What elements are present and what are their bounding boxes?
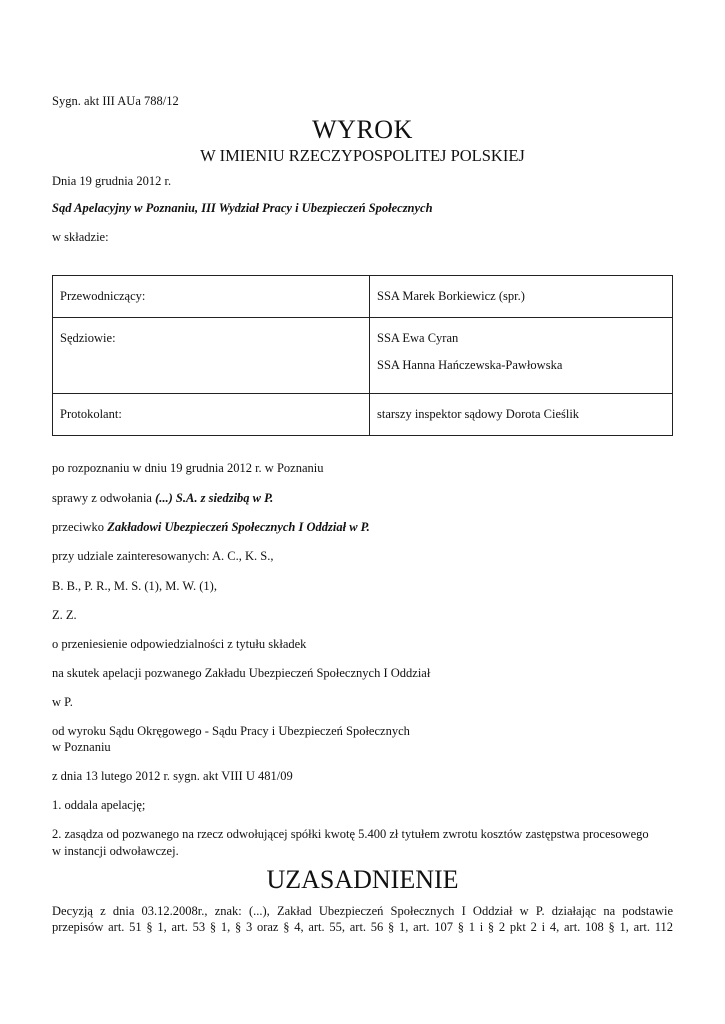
against-line xyxy=(52,520,370,535)
ruling-point-2-cont: w instancji odwoławczej. xyxy=(52,844,179,858)
lower-court-date: z dnia 13 lutego 2012 r. sygn. akt VIII U 481/09 xyxy=(52,769,293,783)
appeal-line-1: na skutek apelacji pozwanego Zakładu Ubezpieczeń Społecznych I Oddział xyxy=(52,666,431,680)
ruling-point-2: 2. zasądza od pozwanego na rzecz odwołującej spółki kwotę 5.400 zł tytułem zwrotu kosztów zastępstwa procesowego xyxy=(52,827,649,841)
panel-role: Sędziowie: xyxy=(53,318,370,394)
lower-court-line-2: w Poznaniu xyxy=(52,740,111,754)
participants-line-2: B. B., P. R., M. S. (1), M. W. (1), xyxy=(52,579,217,593)
case-line xyxy=(52,491,273,506)
panel-role: Protokolant: xyxy=(53,394,370,436)
respondent-name: Zakładowi Ubezpieczeń Społecznych I Oddział w P. xyxy=(107,520,370,534)
panel-member-name: SSA Hanna Hańczewska-Pawłowska xyxy=(377,358,563,372)
composition-label: w składzie: xyxy=(52,230,109,244)
panel-role: Przewodniczący: xyxy=(53,276,370,318)
appeal-line-2: w P. xyxy=(52,695,73,709)
document-title: WYROK xyxy=(312,115,413,144)
panel-member-name: SSA Ewa Cyran xyxy=(377,331,459,345)
table-row xyxy=(53,318,673,394)
appellant-name: (...) S.A. z siedzibą w P. xyxy=(155,491,274,505)
justification-title: UZASADNIENIE xyxy=(266,865,459,894)
panel-member-name: starszy inspektor sądowy Dorota Cieślik xyxy=(377,407,580,421)
table-row xyxy=(53,276,673,318)
case-signature: Sygn. akt III AUa 788/12 xyxy=(52,94,179,108)
hearing-line: po rozpoznaniu w dniu 19 grudnia 2012 r. w Poznaniu xyxy=(52,461,324,475)
court-name: Sąd Apelacyjny w Poznaniu, III Wydział Pracy i Ubezpieczeń Społecznych xyxy=(52,201,433,215)
justification-line-1: Decyzją z dnia 03.12.2008r., znak: (...), Zakład Ubezpieczeń Społecznych I Oddział w P. działając na podstawie xyxy=(52,904,673,918)
table-row xyxy=(53,394,673,436)
justification-line-2: przepisów art. 51 § 1, art. 53 § 1, § 3 oraz § 4, art. 55, art. 56 § 1, art. 107 § 1 i § 2 pkt 2 i 4, art. 108 § 1, art. 112 xyxy=(52,920,673,934)
against-prefix: przeciwko xyxy=(52,520,108,534)
panel-member xyxy=(370,394,673,436)
judgment-date: Dnia 19 grudnia 2012 r. xyxy=(52,174,172,188)
lower-court-line-1: od wyroku Sądu Okręgowego - Sądu Pracy i Ubezpieczeń Społecznych xyxy=(52,724,410,738)
participants-line-3: Z. Z. xyxy=(52,608,77,622)
ruling-point-1: 1. oddala apelację; xyxy=(52,798,146,812)
participants-line-1: przy udziale zainteresowanych: A. C., K. S., xyxy=(52,549,274,563)
document-subtitle: W IMIENIU RZECZYPOSPOLITEJ POLSKIEJ xyxy=(200,146,525,165)
panel-member xyxy=(370,318,673,394)
subject-line: o przeniesienie odpowiedzialności z tytułu składek xyxy=(52,637,307,651)
panel-member xyxy=(370,276,673,318)
case-prefix: sprawy z odwołania xyxy=(52,491,156,505)
panel-table xyxy=(52,275,673,436)
page-content xyxy=(52,0,673,1024)
panel-member-name: SSA Marek Borkiewicz (spr.) xyxy=(377,289,525,303)
